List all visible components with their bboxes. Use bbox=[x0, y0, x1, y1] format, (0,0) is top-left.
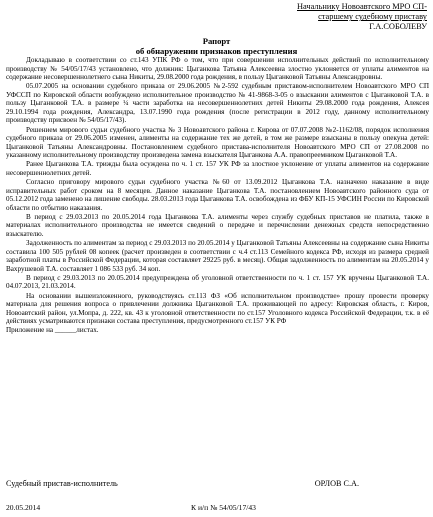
paragraph-warnings: В период с 29.03.2013 по 20.05.2014 предупреждена об уголовной ответственности по ч. 1 ст. 157 УК вручены Цыганковой Т.А. 04.07.2013, 21.03.2014. bbox=[6, 273, 429, 291]
addressee-block bbox=[247, 2, 427, 33]
signature-block bbox=[6, 479, 429, 489]
paragraph-court-order: 05.07.2005 на основании судебного приказа от 29.06.2005 №2-592 судебным приставом-исполнителем Новоавтского МРО СП УФССП по Кировской области возбуждено исполнительное производство № 41-9868-3-05 о взыскании алиментов с Цыганковой Т.А. в пользу Цыганковой Т.А. в размере ¼ части заработка на несовершеннолетних детей Никиты 29.08.2000 года рождения, Алексея 29.10.1994 года рождения, Александра, 13.07.1990 года рождения (после регистрации в 2012 году, данному исполнительному производству присвоен № 54/05/17/43). bbox=[6, 82, 429, 125]
addressee-line-3: Г.А.СОБОЛЕВУ bbox=[369, 22, 427, 32]
footer-date: 20.05.2014 bbox=[6, 503, 41, 512]
attachment-line: Приложение на ______листах. bbox=[6, 326, 99, 335]
document-title: Рапорт bbox=[202, 36, 231, 46]
signer-name: ОРЛОВ С.А. bbox=[314, 479, 359, 488]
paragraph-sentence: Согласно приговору мирового судьи судебного участка №60 от 13.09.2012 Цыганкова Т.А. назначено наказание в виде исправительных работ сроком на 8 месяцев. Данное наказание Цыганкова Т.А. постановлением Новоавтского районного суда от 05.12.2012 года заменено на лишение свободы. 28.03.2013 года Цыганкова Т.А. освобождена из ФБУ КП-15 УФСИН России по Кировской области по отбытию наказания. bbox=[6, 178, 429, 212]
addressee-line-2: старшему судебному приставу bbox=[318, 12, 427, 22]
addressee-line-1: Начальнику Новоавтского МРО СП- bbox=[297, 2, 427, 11]
document-subtitle: об обнаружении признаков преступления bbox=[135, 46, 298, 56]
paragraph-request: На основании вышеизложенного, руководствуясь ст.113 ФЗ «Об исполнительном производстве» прошу провести проверку материала для решения вопроса о привлечении должника Цыганковой Т.А. проживающей по адресу: Кировская область, г. Киров, Новоавтский район, ул.Мопра, д. 222, кв. 43 к уголовной ответственности по ст.157 Уголовного кодекса Российской Федерации, т.к. в её действиях усматриваются признаки состава преступления, предусмотренного ст.157 УК РФ bbox=[6, 291, 429, 326]
paragraph-debt: Задолженность по алиментам за период с 29.03.2013 по 20.05.2014 у Цыганковой Татьяны Алексеевны на содержание сына Никиты составила 100 505 рублей 08 копеек (расчет произведен в соответствии с ч.4 ст.113 Семейного кодекса РФ, исходя из размера средней заработной платы в Российской Федерации, которая составляет 29225 руб. в месяц). Общая задолженность по алиментам на 20.05.2014 у Вахрушевой Т.А. составляет 1 086 533 руб. 34 коп. bbox=[6, 239, 429, 273]
paragraph-prior-convictions: Ранее Цыганкова Т.А. трижды была осуждена по ч. 1 ст. 157 УК РФ за злостное уклонение от уплаты алиментов на содержание несовершеннолетних детей. bbox=[6, 160, 429, 177]
signer-position: Судебный пристав-исполнитель bbox=[6, 479, 118, 488]
paragraph-report: Докладываю в соответствии со ст.143 УПК РФ о том, что при совершении исполнительных действий по исполнительному производству № 54/05/17/43 установлено, что должник: Цыганкова Татьяна Алексеевна злостно уклоняется от уплаты алиментов на содержание несовершеннолетнего сына Никиты, 29.08.2000 года рождения, в пользу Цыганковой Татьяны Александровны. bbox=[6, 56, 429, 82]
paragraph-decision: Решением мирового судьи судебного участка № 3 Новоавтского района г. Кирова от 07.07.2008 №2-1162/08, порядок исполнения судебного приказа от 29.06.2005 изменен, алименты на содержание тех же детей, в том же размере взысканы в пользу опекуна детей: Цыганковой Татьяны Александровны. Постановлением судебного пристава-исполнителя Новоавтского МРО СП от 27.08.2008 по указанному исполнительному производству произведена замена взыскателя Цыганкова А.А. правопреемником Цыганковой Т.А. bbox=[6, 125, 429, 160]
document-body bbox=[6, 56, 429, 335]
paragraph-nonpayment: В период с 29.03.2013 по 20.05.2014 года Цыганкова Т.А. алименты через службу судебных приставов не платила, также в материалах исполнительного производства не имеется сведений о передаче и перечислении денежных средств непосредственно взыскателю. bbox=[6, 212, 429, 238]
footer-case-number: К и/п № 54/05/17/43 bbox=[191, 503, 256, 512]
footer bbox=[6, 503, 429, 512]
